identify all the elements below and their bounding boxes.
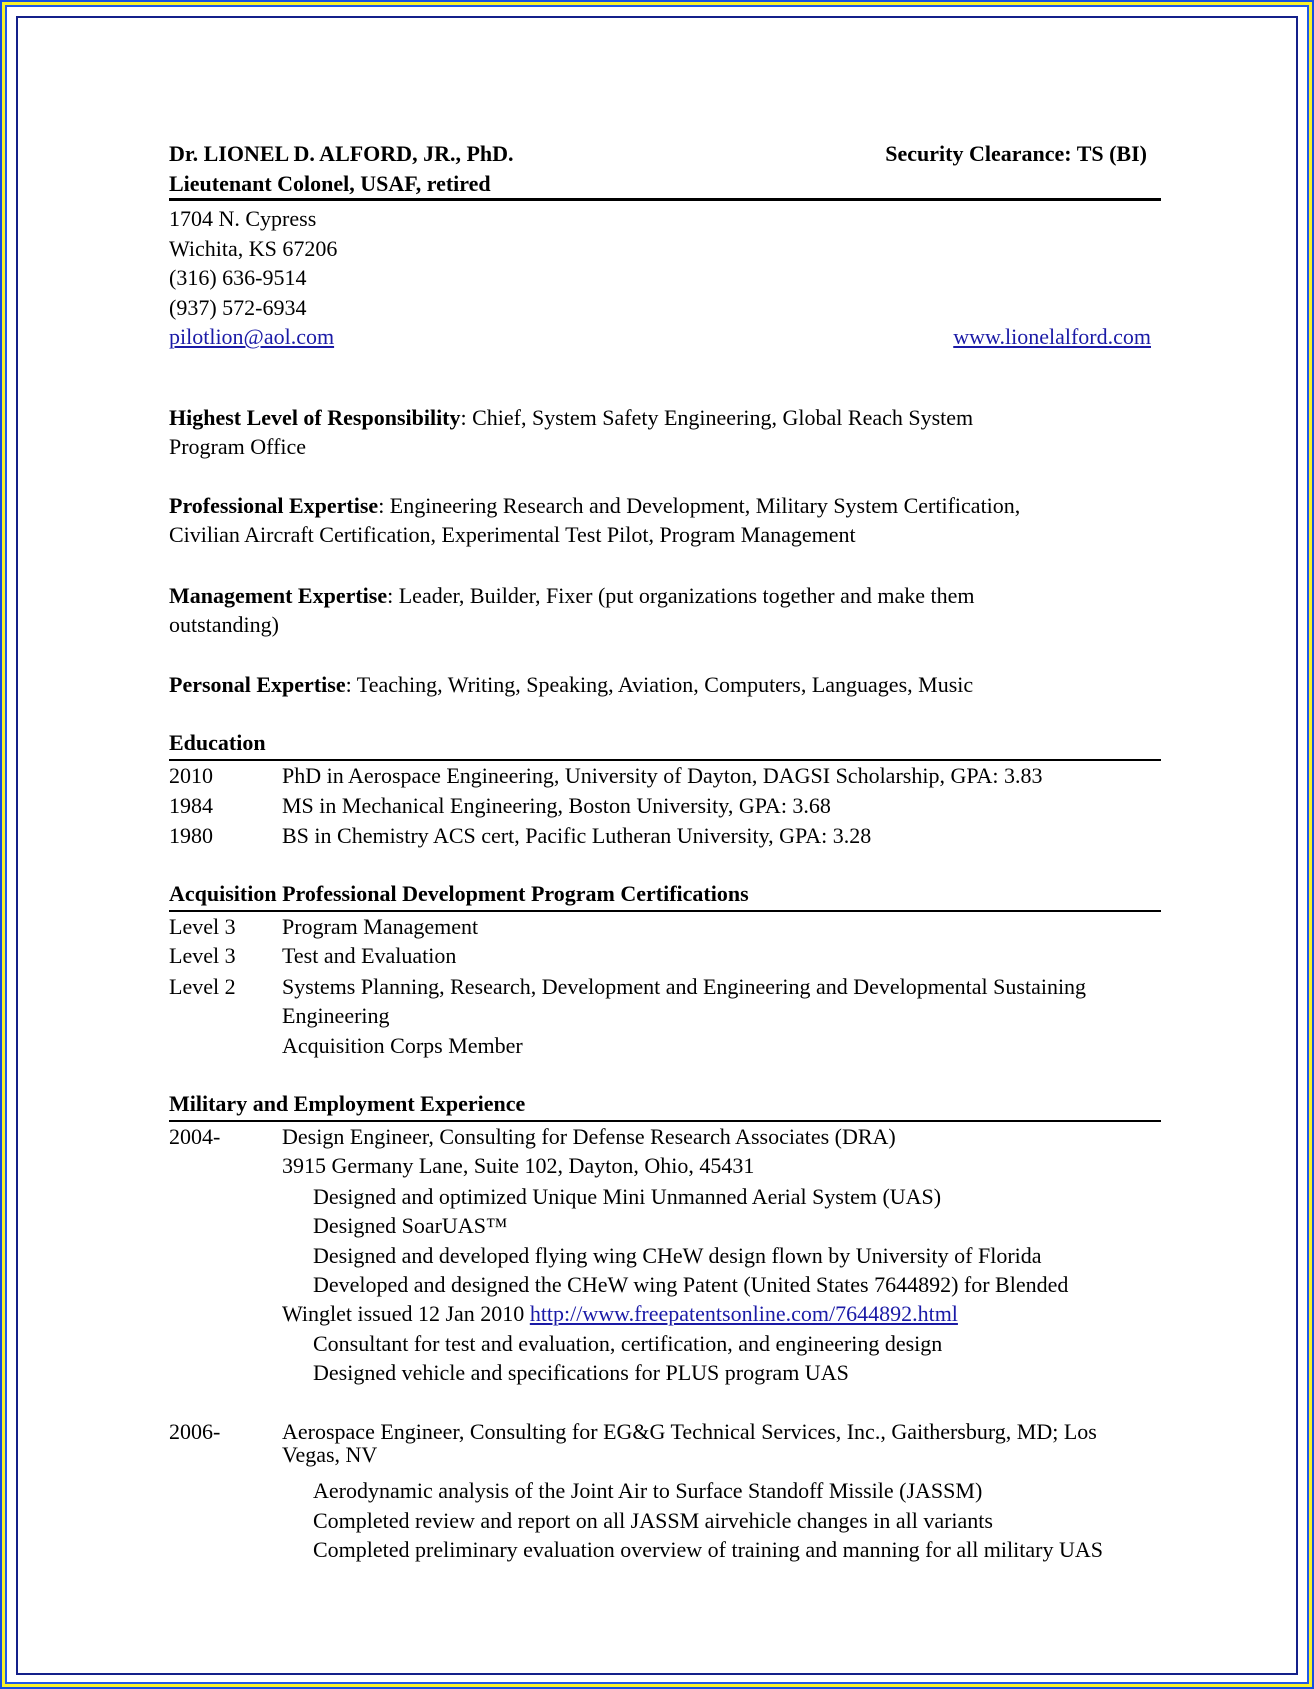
summary-professional bbox=[169, 491, 1020, 521]
cert-level: Level 2 bbox=[169, 974, 236, 999]
edu-year: 1984 bbox=[169, 793, 213, 818]
candidate-rank: Lieutenant Colonel, USAF, retired bbox=[169, 171, 491, 196]
section-title-education: Education bbox=[169, 730, 266, 755]
edu-year: 2010 bbox=[169, 763, 213, 788]
summary-label: Personal Expertise bbox=[169, 672, 346, 697]
address-city: Wichita, KS 67206 bbox=[169, 236, 338, 261]
job-bullet: Completed preliminary evaluation overview of training and manning for all military UAS bbox=[313, 1537, 1103, 1562]
summary-management bbox=[169, 581, 975, 611]
summary-text: : Leader, Builder, Fixer (put organizations together and make them bbox=[387, 583, 975, 608]
cert-name: Program Management bbox=[282, 914, 479, 939]
summary-text: : Engineering Research and Development, Military System Certification, bbox=[378, 493, 1021, 518]
summary-responsibility bbox=[169, 403, 973, 433]
summary-text-cont: Civilian Aircraft Certification, Experimental Test Pilot, Program Management bbox=[169, 522, 856, 547]
cert-name: Acquisition Corps Member bbox=[282, 1033, 523, 1058]
header-rule bbox=[169, 198, 1161, 201]
job-bullet: Designed SoarUAS™ bbox=[313, 1213, 508, 1238]
summary-text: : Chief, System Safety Engineering, Global Reach System bbox=[460, 405, 974, 430]
patent-link[interactable]: http://www.freepatentsonline.com/7644892.html bbox=[529, 1301, 958, 1326]
phone-2: (937) 572-6934 bbox=[169, 295, 307, 320]
cert-level: Level 3 bbox=[169, 943, 236, 968]
edu-degree: BS in Chemistry ACS cert, Pacific Lutheran University, GPA: 3.28 bbox=[282, 823, 872, 848]
candidate-name: Dr. LIONEL D. ALFORD, JR., PhD. bbox=[169, 141, 514, 166]
job-year: 2006- bbox=[169, 1419, 221, 1444]
job-bullet: Designed vehicle and specifications for PLUS program UAS bbox=[313, 1360, 849, 1385]
summary-text: : Teaching, Writing, Speaking, Aviation, Computers, Languages, Music bbox=[345, 672, 974, 697]
job-title: Aerospace Engineer, Consulting for EG&G Technical Services, Inc., Gaithersburg, MD; Los bbox=[282, 1419, 1097, 1444]
summary-text-cont: Program Office bbox=[169, 434, 307, 459]
summary-label: Professional Expertise bbox=[169, 493, 379, 518]
job-bullet-cont bbox=[282, 1299, 958, 1329]
job-year: 2004- bbox=[169, 1124, 221, 1149]
job-bullet: Designed and developed flying wing CHeW design flown by University of Florida bbox=[313, 1243, 1042, 1268]
edu-degree: PhD in Aerospace Engineering, University of Dayton, DAGSI Scholarship, GPA: 3.83 bbox=[282, 763, 1043, 788]
cert-name: Test and Evaluation bbox=[282, 943, 457, 968]
section-title-certifications: Acquisition Professional Development Program Certifications bbox=[169, 881, 749, 906]
email-link[interactable]: pilotlion@aol.com bbox=[169, 324, 335, 349]
job-bullet: Consultant for test and evaluation, certification, and engineering design bbox=[313, 1331, 943, 1356]
address-street: 1704 N. Cypress bbox=[169, 206, 317, 231]
summary-text-cont: outstanding) bbox=[169, 612, 279, 637]
job-title: Design Engineer, Consulting for Defense Research Associates (DRA) bbox=[282, 1124, 896, 1149]
job-bullet: Completed review and report on all JASSM airvehicle changes in all variants bbox=[313, 1508, 993, 1533]
cert-name: Systems Planning, Research, Development and Engineering and Developmental Sustaining bbox=[282, 974, 1087, 999]
winglet-text: Winglet issued 12 Jan 2010 bbox=[282, 1301, 530, 1326]
website-link[interactable]: www.lionelalford.com bbox=[953, 324, 1151, 349]
phone-1: (316) 636-9514 bbox=[169, 265, 307, 290]
security-clearance: Security Clearance: TS (BI) bbox=[885, 141, 1147, 166]
section-title-experience: Military and Employment Experience bbox=[169, 1091, 526, 1116]
summary-label: Highest Level of Responsibility bbox=[169, 405, 461, 430]
job-title-cont: Vegas, NV bbox=[282, 1442, 378, 1467]
job-bullet: Aerodynamic analysis of the Joint Air to Surface Standoff Missile (JASSM) bbox=[313, 1478, 983, 1503]
cert-level: Level 3 bbox=[169, 914, 236, 939]
job-bullet: Designed and optimized Unique Mini Unmanned Aerial System (UAS) bbox=[313, 1184, 942, 1209]
summary-personal bbox=[169, 670, 973, 700]
edu-degree: MS in Mechanical Engineering, Boston University, GPA: 3.68 bbox=[282, 793, 831, 818]
job-bullet: Developed and designed the CHeW wing Patent (United States 7644892) for Blended bbox=[313, 1272, 1069, 1297]
edu-year: 1980 bbox=[169, 823, 213, 848]
job-address: 3915 Germany Lane, Suite 102, Dayton, Ohio, 45431 bbox=[282, 1153, 755, 1178]
summary-label: Management Expertise bbox=[169, 583, 388, 608]
cert-name-cont: Engineering bbox=[282, 1003, 390, 1028]
